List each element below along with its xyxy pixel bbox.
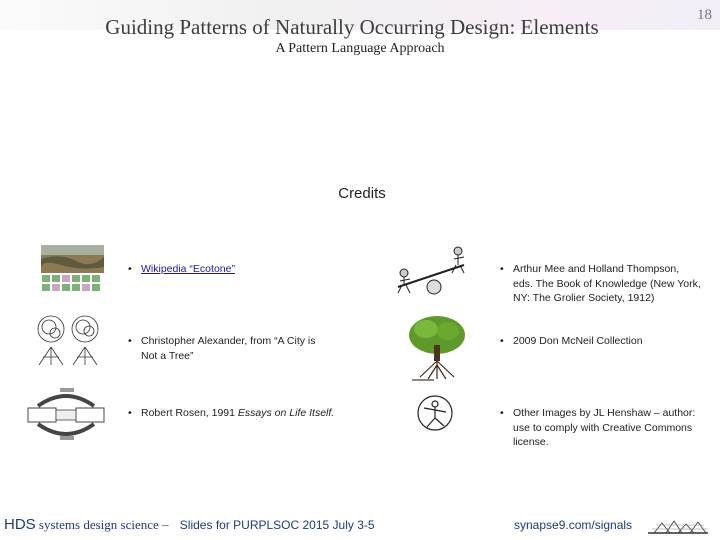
- footer-slides: Slides for PURPLSOC 2015 July 3-5: [179, 518, 375, 532]
- bullet-icon: •: [500, 407, 504, 419]
- bullet-icon: •: [500, 263, 504, 275]
- credit-left-3: [128, 406, 335, 421]
- credit-line: license.: [513, 436, 549, 448]
- slide-title: Guiding Patterns of Naturally Occurring Design: Elements: [105, 15, 599, 39]
- tree-image-icon: [404, 315, 470, 383]
- credit-line: use to comply with Creative Commons: [513, 421, 693, 434]
- bullet-icon: •: [128, 407, 132, 419]
- footer-left: [4, 516, 375, 533]
- credit-right-2: [500, 334, 643, 349]
- credit-right-1: [500, 262, 701, 306]
- credit-left-2: [128, 334, 316, 363]
- rosen-diagram-icon: [26, 388, 106, 440]
- slide-subtitle: A Pattern Language Approach: [275, 41, 445, 56]
- credit-line: eds. The Book of Knowledge (New York,: [513, 277, 701, 290]
- footer-hds: HDS: [4, 516, 36, 533]
- credit-line: Not a Tree”: [141, 349, 194, 362]
- credit-left-1: [128, 262, 235, 277]
- bullet-icon: •: [128, 263, 132, 275]
- credit-line: Other Images by JL Henshaw – author:: [513, 407, 696, 419]
- book-title: Essays on Life Itself.: [237, 407, 335, 419]
- bullet-icon: •: [128, 335, 132, 347]
- credit-line: Arthur Mee and Holland Thompson,: [513, 263, 680, 275]
- footer-url: synapse9.com/signals: [514, 518, 633, 532]
- logo-icon: [648, 519, 712, 535]
- vitruvian-icon: [416, 394, 454, 432]
- wikipedia-ecotone-link[interactable]: Wikipedia “Ecotone”: [141, 263, 235, 275]
- bullet-icon: •: [500, 335, 504, 347]
- footer-systems: systems design science –: [35, 517, 172, 532]
- credit-line: Christopher Alexander, from “A City is: [141, 335, 316, 347]
- seesaw-drawing-icon: [390, 243, 470, 297]
- ecotone-photo-icon: [41, 245, 104, 293]
- city-tree-diagram-icon: [33, 313, 103, 369]
- credit-right-3: [500, 406, 696, 450]
- credit-line: 2009 Don McNeil Collection: [513, 335, 643, 347]
- credit-line: NY: The Grolier Society, 1912): [513, 292, 655, 304]
- page-number: 18: [697, 7, 712, 23]
- credit-line: Robert Rosen, 1991: [141, 407, 238, 419]
- credits-heading: Credits: [338, 185, 386, 202]
